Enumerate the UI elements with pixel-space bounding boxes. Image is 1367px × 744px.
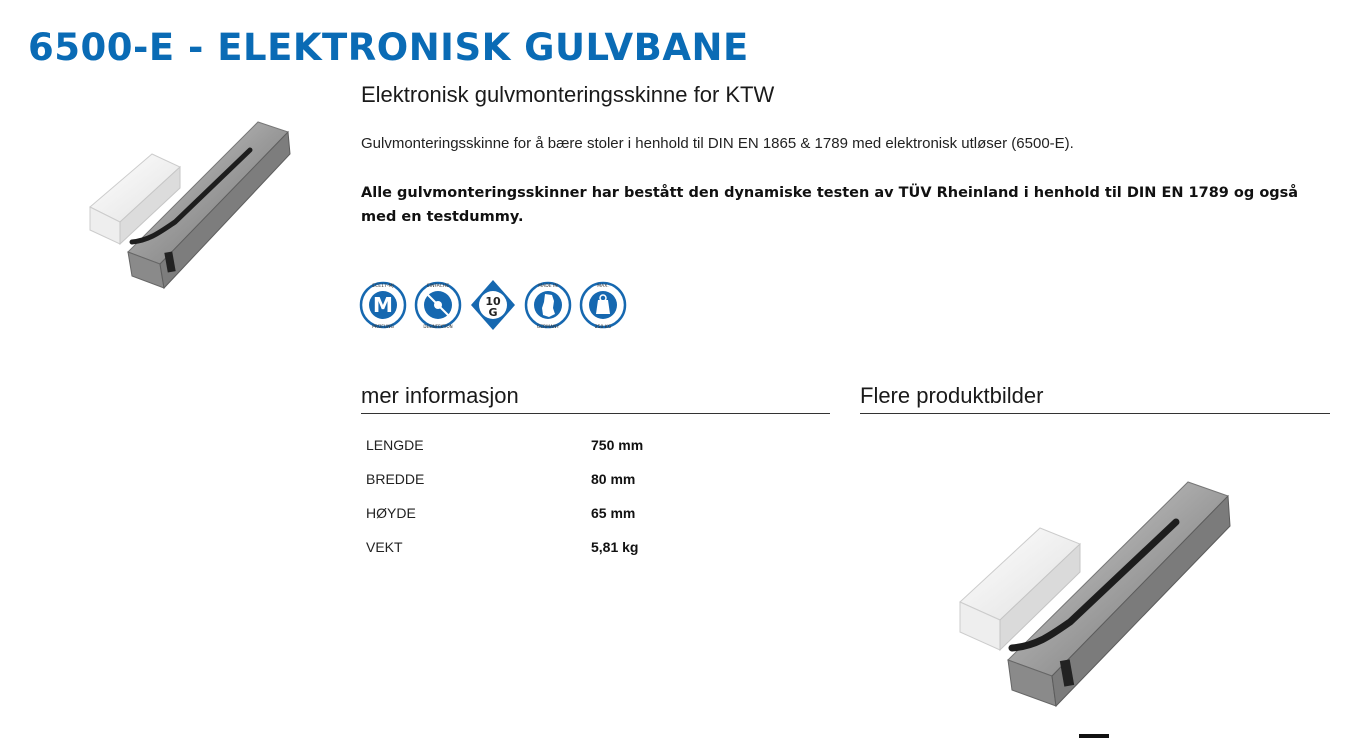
table-row bbox=[361, 496, 643, 530]
10g-badge-icon bbox=[468, 276, 518, 334]
badge-center-bottom: G bbox=[488, 306, 498, 319]
badge-top: EINFACHE bbox=[426, 284, 450, 289]
page-title: 6500-E - ELEKTRONISK GULVBANE bbox=[28, 26, 749, 69]
spec-key: LENGDE bbox=[366, 437, 424, 453]
badge-center: M bbox=[373, 293, 393, 317]
more-images-heading: Flere produktbilder bbox=[860, 383, 1330, 414]
spec-key: HØYDE bbox=[366, 505, 416, 521]
table-row bbox=[361, 462, 643, 496]
badge-bottom: PRÜFUNG bbox=[372, 325, 394, 330]
badge-bottom: GERMANY bbox=[536, 325, 560, 330]
made-in-germany-badge-icon bbox=[523, 276, 573, 334]
spec-key: BREDDE bbox=[366, 471, 425, 487]
table-row bbox=[361, 530, 643, 564]
table-row bbox=[361, 428, 643, 462]
spec-value: 750 mm bbox=[591, 437, 644, 453]
badge-top: MADE IN bbox=[538, 284, 558, 289]
spec-value: 5,81 kg bbox=[591, 539, 639, 555]
badge-top: ECE17-MJ bbox=[372, 284, 394, 289]
badge-bottom: DESINFEKTION bbox=[423, 324, 453, 329]
more-info-heading: mer informasjon bbox=[361, 383, 830, 414]
spec-table bbox=[361, 428, 643, 564]
product-test-note: Alle gulvmonteringsskinner har bestått den dynamiske testen av TÜV Rheinland i henhold til DIN EN 1789 og også med en testdummy. bbox=[361, 185, 1299, 225]
product-description: Gulvmonteringsskinne for å bære stoler i henhold til DIN EN 1865 & 1789 med elektronisk utløser (6500-E). bbox=[361, 135, 1074, 152]
gallery-slider-indicator[interactable] bbox=[1079, 734, 1109, 738]
product-image bbox=[80, 112, 300, 292]
certification-badges bbox=[358, 276, 628, 334]
product-subtitle: Elektronisk gulvmonteringsskinne for KTW bbox=[361, 82, 775, 107]
spec-value: 65 mm bbox=[591, 505, 636, 521]
badge-center-top: 10 bbox=[485, 295, 501, 308]
badge-top: MAX. bbox=[597, 284, 609, 289]
m-test-badge-icon bbox=[358, 276, 408, 334]
max-weight-badge-icon bbox=[578, 276, 628, 334]
spec-key: VEKT bbox=[366, 539, 403, 555]
badge-bottom: 250 KG bbox=[594, 325, 612, 330]
gallery-product-image[interactable] bbox=[940, 470, 1240, 710]
disinfection-badge-icon bbox=[413, 276, 463, 334]
spec-value: 80 mm bbox=[591, 471, 636, 487]
